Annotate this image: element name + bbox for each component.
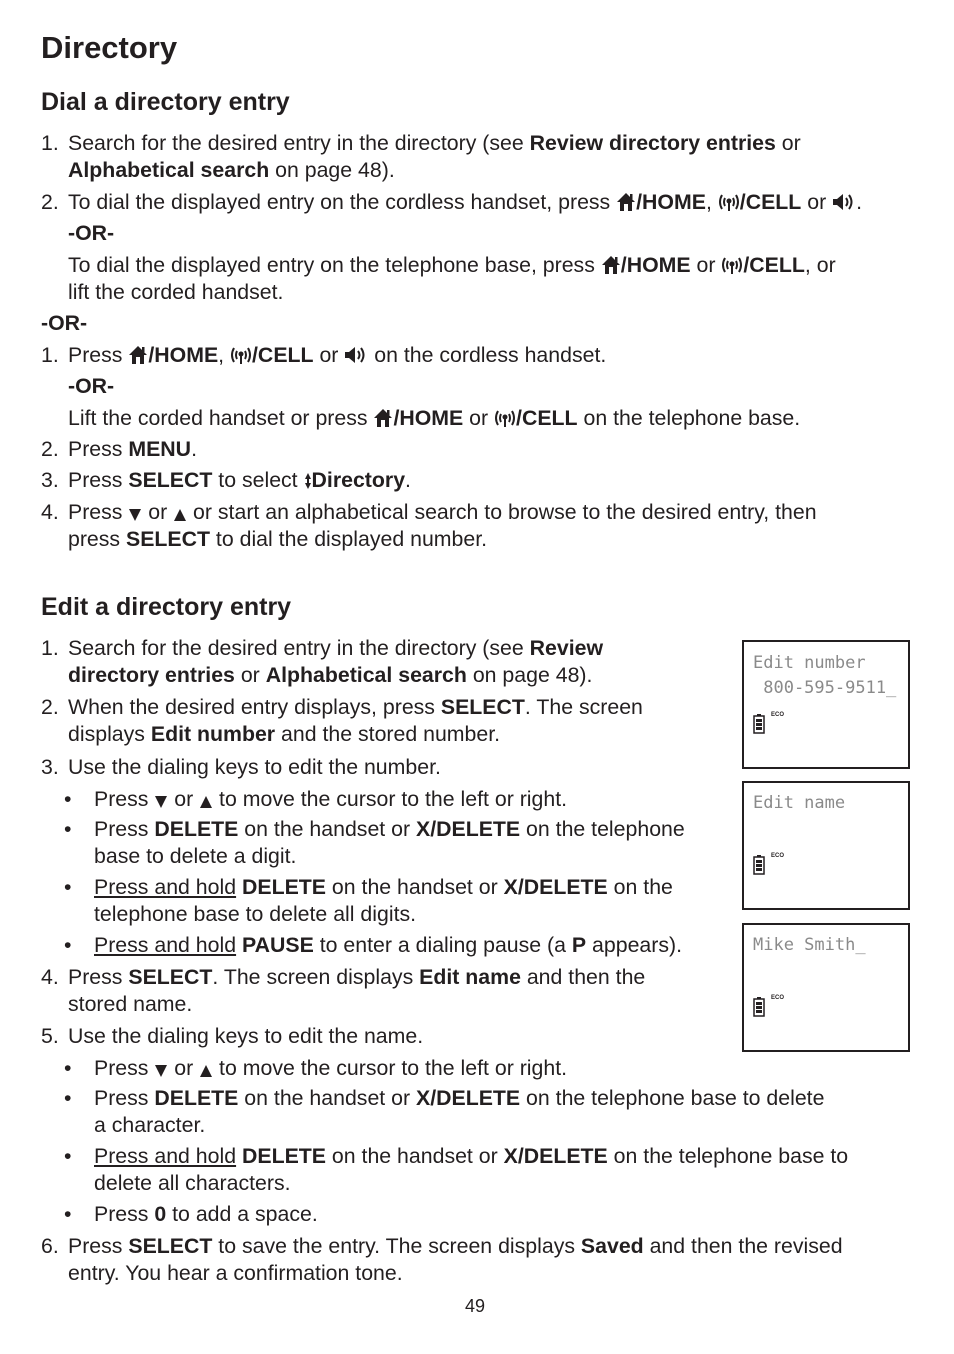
step-text: When the desired entry displays, press SELECT. The screen xyxy=(68,695,643,719)
step-number: 1. xyxy=(41,343,59,367)
lcd-screen-edit-number xyxy=(742,640,910,769)
cell-icon xyxy=(494,408,516,428)
step-number: 2. xyxy=(41,695,59,719)
or-label: -OR- xyxy=(41,311,88,335)
bullet-text: telephone base to delete all digits. xyxy=(94,902,417,926)
cell-icon xyxy=(721,255,743,275)
step-text: press SELECT to dial the displayed number. xyxy=(68,527,488,551)
step-text: displays Edit number and the stored number. xyxy=(68,722,501,746)
bullet: • xyxy=(64,933,72,957)
step-text: stored name. xyxy=(68,992,193,1016)
step-number: 2. xyxy=(41,190,59,214)
step-text: To dial the displayed entry on the telephone base, press /HOME or /CELL, or xyxy=(68,253,836,277)
lcd-screen-edit-name xyxy=(742,781,910,910)
home-icon xyxy=(128,345,148,365)
step-number: 1. xyxy=(41,636,59,660)
bullet-text: base to delete a digit. xyxy=(94,844,297,868)
step-text: entry. You hear a confirmation tone. xyxy=(68,1261,403,1285)
page-number: 49 xyxy=(465,1296,486,1316)
bullet: • xyxy=(64,1056,72,1080)
step-text: Use the dialing keys to edit the number. xyxy=(68,755,441,779)
home-icon xyxy=(373,408,393,428)
lcd-line: Edit name xyxy=(753,793,846,813)
lcd-screen-name-entry xyxy=(742,923,910,1052)
step-text: Use the dialing keys to edit the name. xyxy=(68,1024,424,1048)
battery-icon xyxy=(753,855,765,875)
bullet-text: a character. xyxy=(94,1113,206,1137)
home-icon xyxy=(616,192,636,212)
eco-indicator: ECO xyxy=(771,712,785,718)
bullet: • xyxy=(64,875,72,899)
speaker-icon xyxy=(832,192,856,212)
page-title: Directory xyxy=(41,30,178,65)
updown-arrow-icon xyxy=(304,472,312,490)
step-text: Press MENU. xyxy=(68,437,197,461)
battery-icon xyxy=(753,997,765,1017)
step-number: 5. xyxy=(41,1024,59,1048)
section-heading-dial: Dial a directory entry xyxy=(41,88,290,116)
step-text: Alphabetical search on page 48). xyxy=(68,158,395,182)
up-arrow-icon xyxy=(199,793,213,809)
step-number: 3. xyxy=(41,755,59,779)
lcd-line: 800-595-9511_ xyxy=(753,678,897,698)
speaker-icon xyxy=(344,345,368,365)
cell-icon xyxy=(718,192,740,212)
up-arrow-icon xyxy=(199,1062,213,1078)
bullet-text: Press or to move the cursor to the left or right. xyxy=(94,787,568,811)
step-text: directory entries or Alphabetical search on page 48). xyxy=(68,663,593,687)
or-label: -OR- xyxy=(68,374,115,398)
bullet-text: Press or to move the cursor to the left or right. xyxy=(94,1056,568,1080)
step-text: Search for the desired entry in the directory (see Review directory entries or xyxy=(68,131,801,155)
step-number: 4. xyxy=(41,500,59,524)
eco-indicator: ECO xyxy=(771,995,785,1001)
eco-indicator: ECO xyxy=(771,853,785,859)
step-text: Press SELECT to save the entry. The screen displays Saved and then the revised xyxy=(68,1234,843,1258)
bullet-text: Press DELETE on the handset or X/DELETE on the telephone xyxy=(94,817,685,841)
bullet-text: Press DELETE on the handset or X/DELETE on the telephone base to delete xyxy=(94,1086,825,1110)
battery-icon xyxy=(753,714,765,734)
step-text: Press SELECT to select Directory. xyxy=(68,468,411,492)
down-arrow-icon xyxy=(154,1062,168,1078)
step-text: To dial the displayed entry on the cordless handset, press /HOME, /CELL or . xyxy=(68,190,863,214)
bullet-text: Press and hold DELETE on the handset or X/DELETE on the telephone base to xyxy=(94,1144,849,1168)
step-number: 4. xyxy=(41,965,59,989)
lcd-line: Mike Smith_ xyxy=(753,935,866,955)
step-text: Press /HOME, /CELL or on the cordless handset. xyxy=(68,343,607,367)
step-number: 3. xyxy=(41,468,59,492)
bullet-text: Press 0 to add a space. xyxy=(94,1202,318,1226)
bullet-text: delete all characters. xyxy=(94,1171,291,1195)
section-heading-edit: Edit a directory entry xyxy=(41,593,292,621)
cell-icon xyxy=(230,345,252,365)
step-text: Lift the corded handset or press /HOME or /CELL on the telephone base. xyxy=(68,406,801,430)
lcd-line: Edit number xyxy=(753,653,866,673)
step-text: Press SELECT. The screen displays Edit name and then the xyxy=(68,965,646,989)
bullet: • xyxy=(64,1086,72,1110)
step-text: Press or or start an alphabetical search to browse to the desired entry, then xyxy=(68,500,817,524)
step-number: 6. xyxy=(41,1234,59,1258)
down-arrow-icon xyxy=(128,506,142,522)
bullet: • xyxy=(64,1202,72,1226)
up-arrow-icon xyxy=(173,506,187,522)
step-text: lift the corded handset. xyxy=(68,280,284,304)
bullet: • xyxy=(64,787,72,811)
step-number: 1. xyxy=(41,131,59,155)
bullet-text: Press and hold PAUSE to enter a dialing pause (a P appears). xyxy=(94,933,683,957)
step-number: 2. xyxy=(41,437,59,461)
bullet: • xyxy=(64,817,72,841)
bullet: • xyxy=(64,1144,72,1168)
home-icon xyxy=(601,255,621,275)
bullet-text: Press and hold DELETE on the handset or X/DELETE on the xyxy=(94,875,673,899)
step-text: Search for the desired entry in the directory (see Review xyxy=(68,636,604,660)
or-label: -OR- xyxy=(68,221,115,245)
down-arrow-icon xyxy=(154,793,168,809)
